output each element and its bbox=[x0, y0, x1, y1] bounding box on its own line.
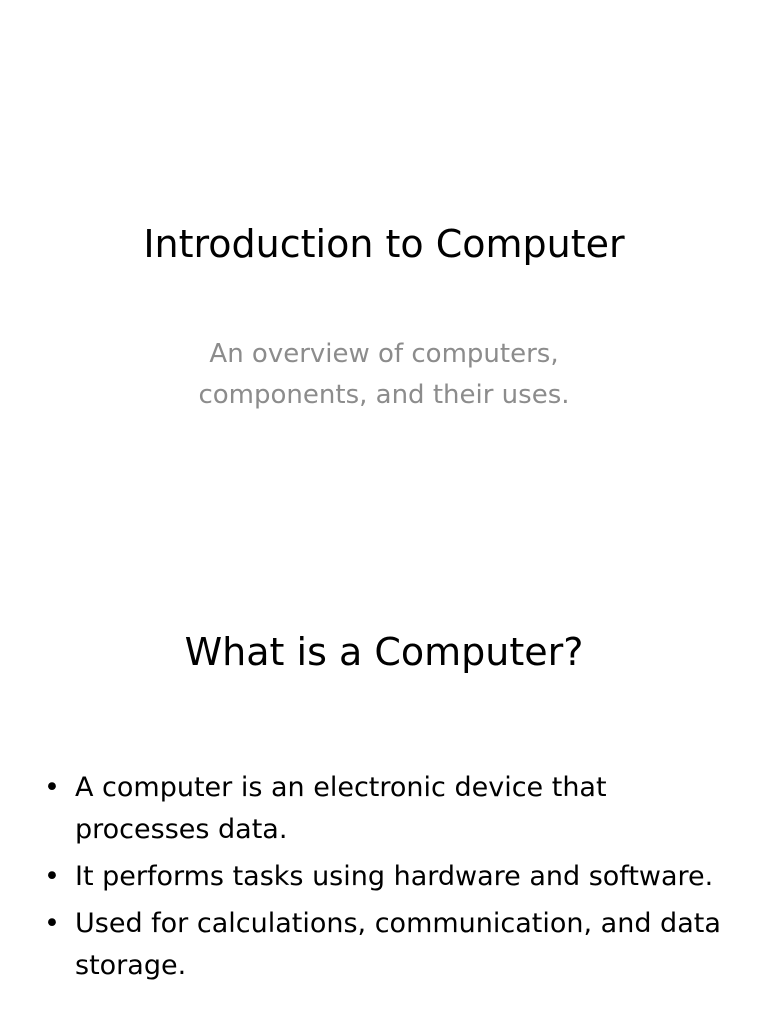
bullet-text: It performs tasks using hardware and software. bbox=[75, 861, 714, 892]
bullet-text: Used for calculations, communication, and data storage. bbox=[75, 908, 721, 981]
bullet-item bbox=[38, 856, 728, 898]
bullet-icon: • bbox=[44, 861, 60, 892]
bullet-item bbox=[38, 903, 728, 987]
bullet-list bbox=[38, 767, 728, 992]
bullet-icon: • bbox=[44, 772, 60, 803]
bullet-text: A computer is an electronic device that processes data. bbox=[75, 772, 607, 845]
slide-heading: What is a Computer? bbox=[184, 630, 584, 674]
bullet-icon: • bbox=[44, 908, 60, 939]
slide-title-heading: Introduction to Computer bbox=[143, 222, 625, 266]
slide-what-is-computer bbox=[0, 576, 768, 1024]
bullet-item bbox=[38, 767, 728, 851]
slide-subtitle: An overview of computers, components, and their uses. bbox=[198, 339, 570, 410]
